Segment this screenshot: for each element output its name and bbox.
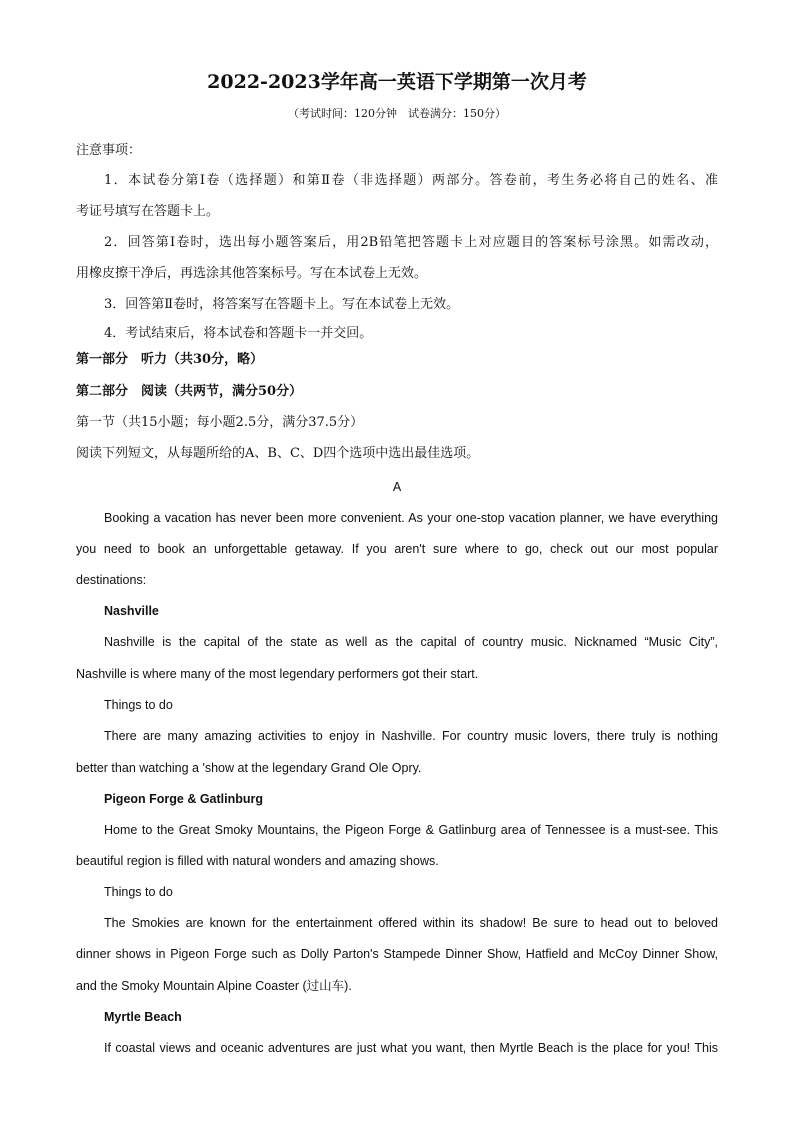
passage-line: Booking a vacation has never been more convenient. As your one-stop vacation planner, we have everything [104,511,718,525]
passage-label: A [392,480,402,494]
things-to-do-label: Things to do [104,885,173,899]
passage-line: There are many amazing activities to enjoy in Nashville. For country music lovers, there truly is nothing [104,729,718,743]
passage-line: you need to book an unforgettable getaway. If you aren't sure where to go, check out our most popular [76,542,718,556]
passage-line: beautiful region is filled with natural wonders and amazing shows. [76,854,439,868]
note-line: 用橡皮擦干净后，再选涂其他答案标号。写在本试卷上无效。 [76,266,428,281]
note-line: 考证号填写在答题卡上。 [76,204,220,219]
things-to-do-label: Things to do [104,698,173,712]
passage-line: Nashville is where many of the most legendary performers got their start. [76,667,479,681]
note-line: 2．回答第Ⅰ卷时，选出每小题答案后，用2B铅笔把答题卡上对应题目的答案标号涂黑。如需改动， [104,235,718,250]
section-one-heading: 第一节（共15小题；每小题2.5分，满分37.5分） [76,415,364,430]
destination-heading-pigeon-forge: Pigeon Forge & Gatlinburg [104,792,264,806]
notes-heading: 注意事项： [76,143,142,158]
note-line: 1．本试卷分第Ⅰ卷（选择题）和第Ⅱ卷（非选择题）两部分。答卷前，考生务必将自己的姓名、准 [104,173,718,188]
passage-line: If coastal views and oceanic adventures are just what you want, then Myrtle Beach is the place for you! This [104,1041,718,1055]
passage-line: Home to the Great Smoky Mountains, the Pigeon Forge & Gatlinburg area of Tennessee is a must-see. This [104,823,718,837]
note-line: 4．考试结束后，将本试卷和答题卡一并交回。 [104,326,373,341]
passage-line: dinner shows in Pigeon Forge such as Dolly Parton's Stampede Dinner Show, Hatfield and McCoy Dinner Show, [76,947,718,961]
passage-line: destinations: [76,573,147,587]
destination-heading-nashville: Nashville [104,604,159,618]
passage-line: The Smokies are known for the entertainment offered within its shadow! Be sure to head out to beloved [104,916,718,930]
passage-line: and the Smoky Mountain Alpine Coaster (过山车). [76,979,352,993]
part-one-heading: 第一部分 听力（共30分，略） [76,352,264,367]
note-line: 3．回答第Ⅱ卷时，将答案写在答题卡上。写在本试卷上无效。 [104,297,460,312]
destination-heading-myrtle-beach: Myrtle Beach [104,1010,182,1024]
reading-instruction: 阅读下列短文，从每题所给的A、B、C、D四个选项中选出最佳选项。 [76,446,480,461]
exam-info: （考试时间：120分钟 试卷满分：150分） [288,107,506,120]
part-two-heading: 第二部分 阅读（共两节，满分50分） [76,384,303,399]
passage-line: Nashville is the capital of the state as well as the capital of country music. Nicknamed “Music City”, [104,635,718,649]
passage-line: better than watching a 'show at the legendary Grand Ole Opry. [76,761,422,775]
page-title: 2022-2023学年高一英语下学期第一次月考 [207,71,587,93]
